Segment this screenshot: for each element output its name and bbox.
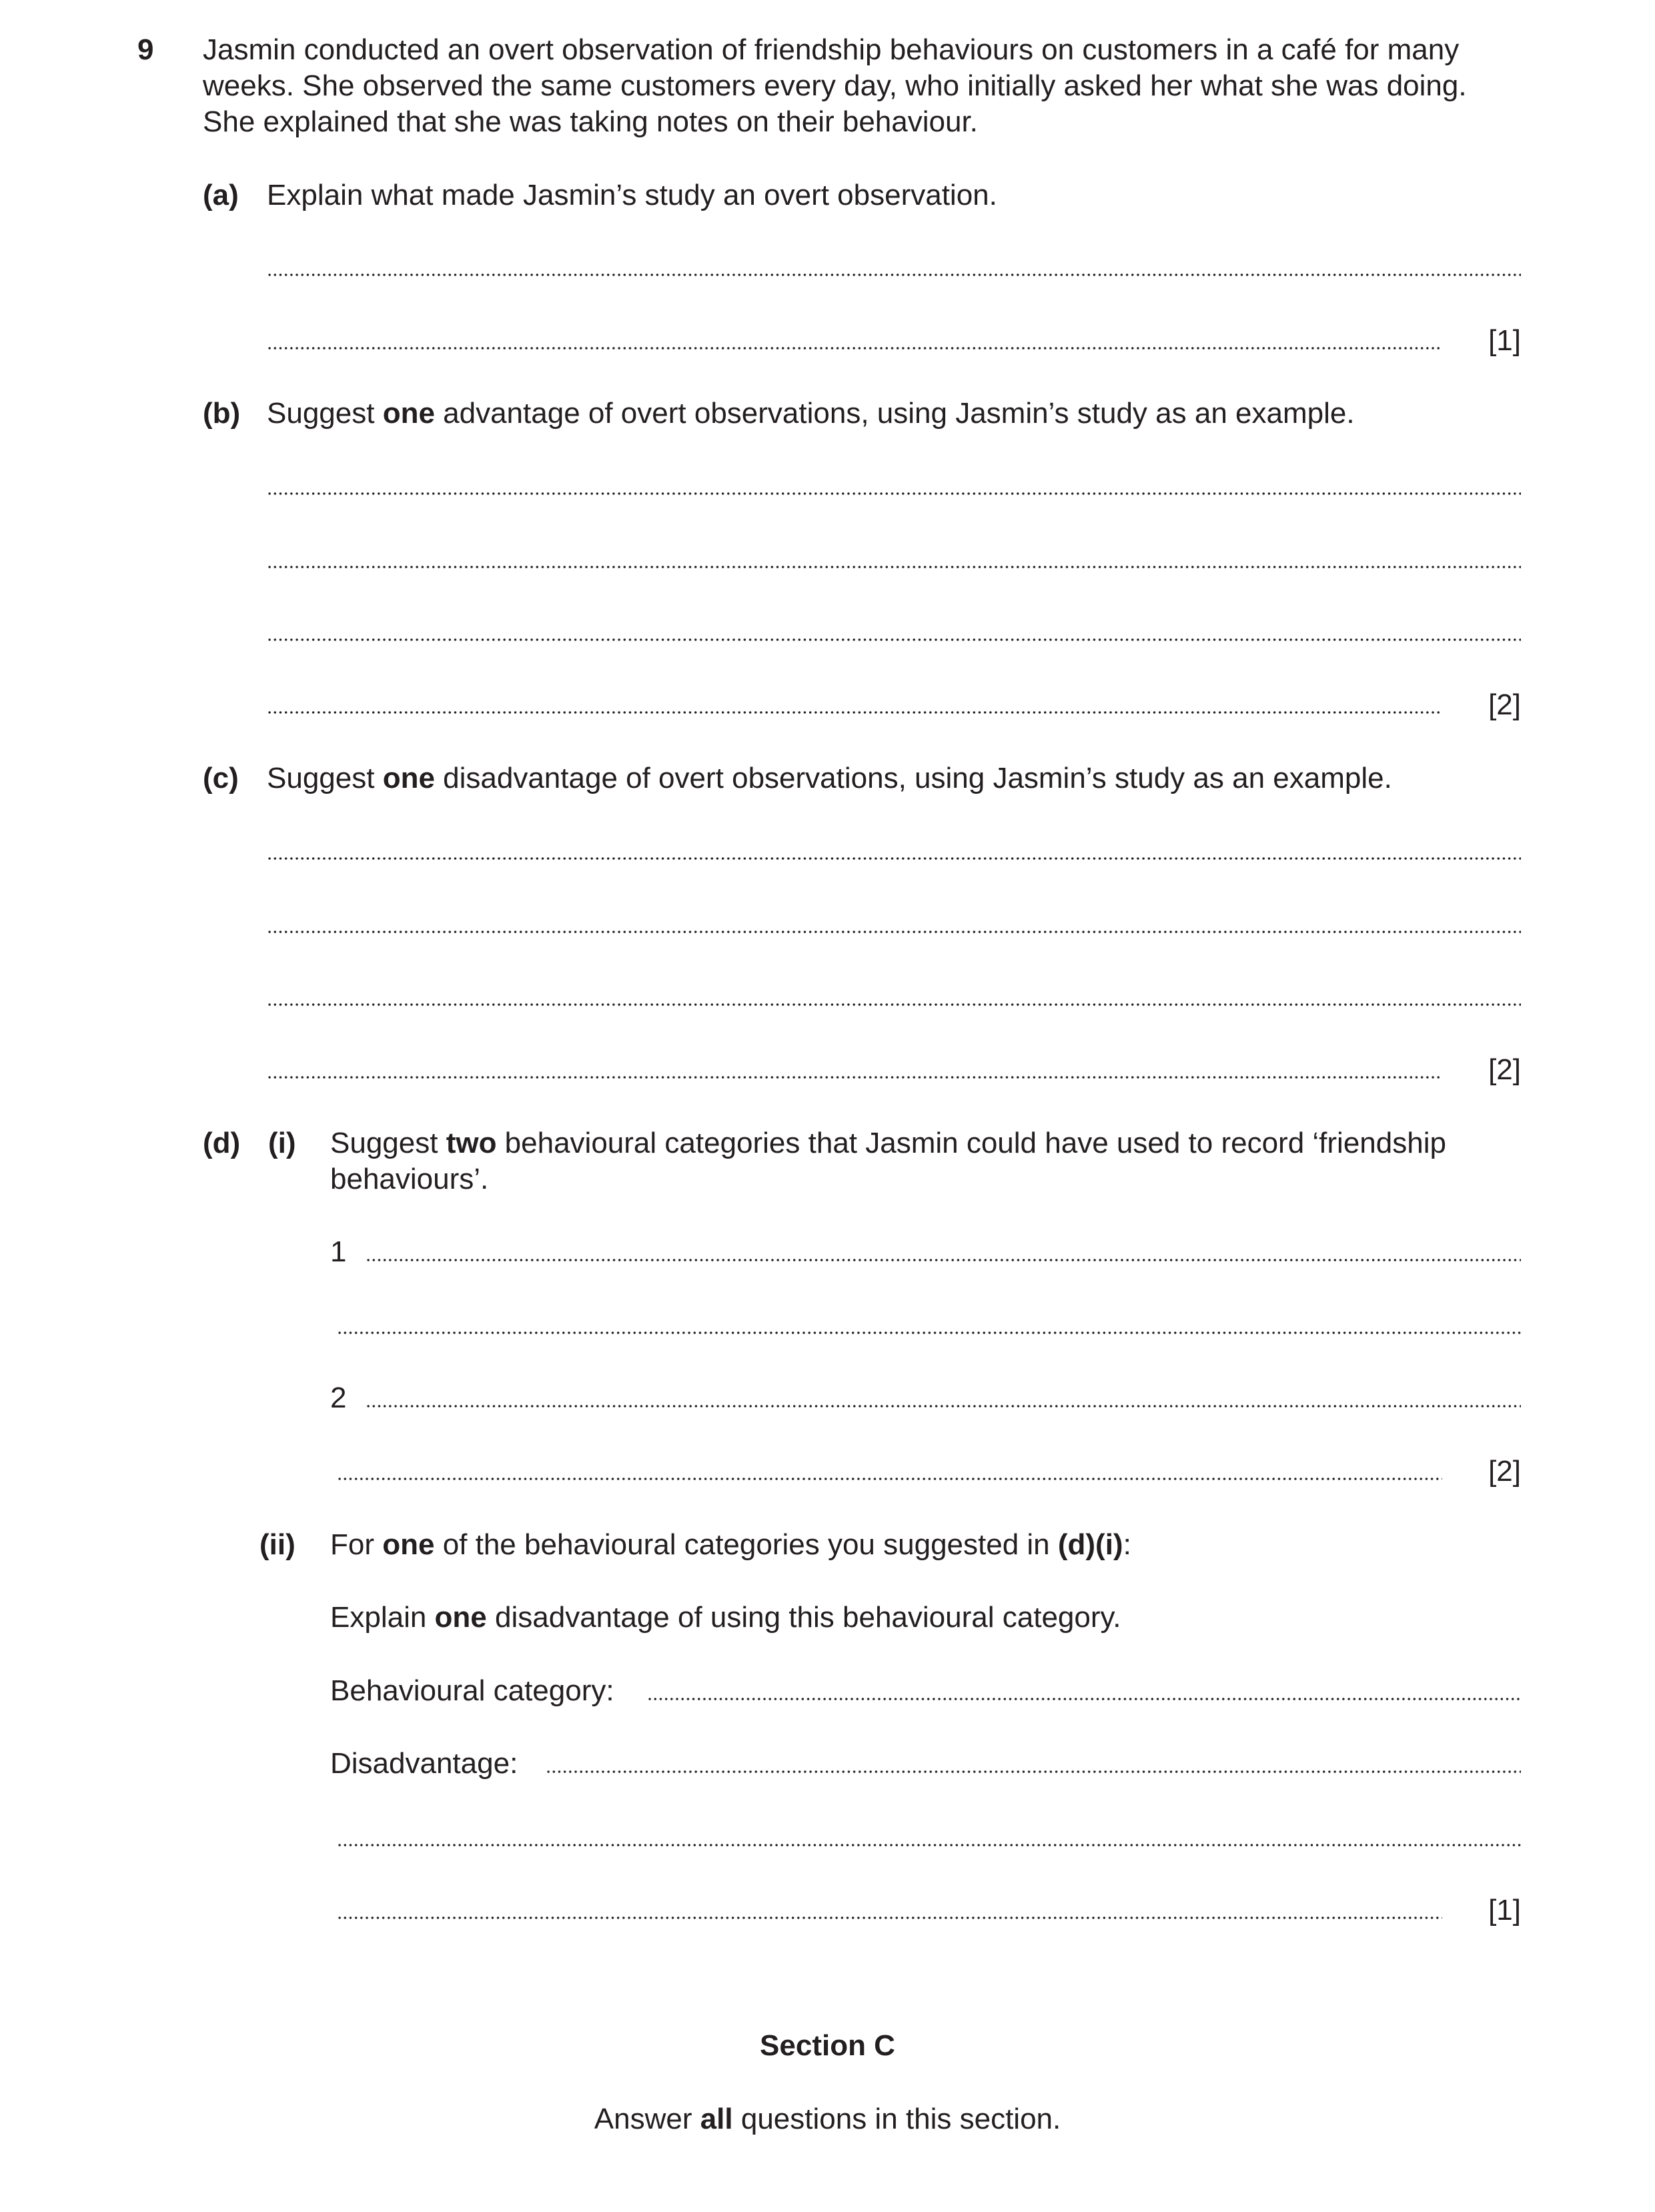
part-b-answer-line-4[interactable] bbox=[267, 711, 1442, 714]
section-instruction-start: Answer bbox=[594, 2103, 700, 2135]
part-c-answer-line-3[interactable] bbox=[267, 1003, 1521, 1006]
section-title: Section C bbox=[760, 2029, 895, 2062]
part-d-i-item-2-line-2[interactable] bbox=[337, 1478, 1442, 1480]
part-d-i-prompt-emphasis: two bbox=[446, 1127, 497, 1159]
disadvantage-answer-line-2[interactable] bbox=[337, 1844, 1521, 1846]
question-stem-line-2: weeks. She observed the same customers every day, who initially asked her what she was doing. bbox=[203, 69, 1467, 102]
part-b-prompt-end: advantage of overt observations, using Jasmin’s study as an example. bbox=[434, 397, 1355, 430]
part-d-i-prompt-line-1 bbox=[330, 1125, 1528, 1161]
part-d-ii-label: (ii) bbox=[259, 1528, 296, 1561]
part-d-ii-prompt-line-2 bbox=[330, 1600, 1121, 1636]
part-b-prompt-start: Suggest bbox=[267, 397, 383, 430]
behavioural-category-label: Behavioural category: bbox=[330, 1674, 614, 1707]
part-a-prompt: Explain what made Jasmin’s study an overt observation. bbox=[267, 179, 997, 211]
disadvantage-answer-line-1[interactable] bbox=[546, 1770, 1521, 1773]
disadvantage-answer-line-3[interactable] bbox=[337, 1916, 1442, 1919]
part-b-prompt-emphasis: one bbox=[382, 397, 435, 430]
part-a-label: (a) bbox=[203, 179, 239, 211]
section-instruction bbox=[0, 2101, 1655, 2137]
part-d-ii-prompt-emphasis: one bbox=[382, 1528, 435, 1561]
part-d-ii-prompt-reference: (d)(i) bbox=[1057, 1528, 1123, 1561]
question-number: 9 bbox=[137, 33, 154, 66]
part-d-i-mark: [2] bbox=[1488, 1455, 1521, 1488]
part-d-i-label: (i) bbox=[268, 1127, 296, 1159]
section-instruction-end: questions in this section. bbox=[732, 2103, 1061, 2135]
question-stem-line-1: Jasmin conducted an overt observation of friendship behaviours on customers in a café for many bbox=[203, 33, 1460, 66]
part-d-ii-prompt-start: For bbox=[330, 1528, 383, 1561]
disadvantage-label: Disadvantage: bbox=[330, 1747, 518, 1780]
part-a-mark: [1] bbox=[1488, 324, 1521, 357]
part-d-i-prompt-line-2: behaviours’. bbox=[330, 1163, 489, 1195]
part-d-ii-prompt-2-start: Explain bbox=[330, 1601, 435, 1634]
part-b-answer-line-3[interactable] bbox=[267, 638, 1521, 641]
part-c-answer-line-1[interactable] bbox=[267, 857, 1521, 860]
part-d-ii-mark: [1] bbox=[1488, 1894, 1521, 1926]
part-c-mark: [2] bbox=[1488, 1053, 1521, 1086]
part-c-answer-line-4[interactable] bbox=[267, 1076, 1442, 1079]
part-a-answer-line-2[interactable] bbox=[267, 347, 1442, 350]
behavioural-category-answer-line[interactable] bbox=[647, 1698, 1521, 1700]
part-c-prompt-end: disadvantage of overt observations, using Jasmin’s study as an example. bbox=[434, 762, 1392, 794]
part-d-i-item-2-line-1[interactable] bbox=[366, 1405, 1521, 1408]
part-d-ii-prompt-middle: of the behavioural categories you suggested in bbox=[434, 1528, 1058, 1561]
part-a-answer-line-1[interactable] bbox=[267, 273, 1521, 276]
part-d-ii-prompt-2-emphasis: one bbox=[434, 1601, 487, 1634]
part-c-answer-line-2[interactable] bbox=[267, 931, 1521, 933]
part-b-prompt bbox=[267, 396, 1355, 432]
part-d-i-prompt-end: behavioural categories that Jasmin could have used to record ‘friendship bbox=[496, 1127, 1446, 1159]
part-d-ii-prompt-end: : bbox=[1123, 1528, 1131, 1561]
part-d-i-item-2-number: 2 bbox=[330, 1381, 347, 1414]
part-c-prompt bbox=[267, 760, 1392, 796]
part-d-ii-prompt-2-end: disadvantage of using this behavioural category. bbox=[486, 1601, 1121, 1634]
part-b-mark: [2] bbox=[1488, 688, 1521, 721]
part-d-i-item-1-line-2[interactable] bbox=[337, 1331, 1521, 1334]
part-c-label: (c) bbox=[203, 762, 239, 794]
part-c-prompt-emphasis: one bbox=[382, 762, 435, 794]
part-b-answer-line-1[interactable] bbox=[267, 492, 1521, 495]
question-stem-line-3: She explained that she was taking notes on their behaviour. bbox=[203, 105, 978, 138]
section-instruction-emphasis: all bbox=[700, 2103, 733, 2135]
part-d-ii-prompt-line-1 bbox=[330, 1527, 1131, 1563]
part-c-prompt-start: Suggest bbox=[267, 762, 383, 794]
part-b-answer-line-2[interactable] bbox=[267, 566, 1521, 568]
part-d-label: (d) bbox=[203, 1127, 241, 1159]
part-d-i-prompt-start: Suggest bbox=[330, 1127, 446, 1159]
part-d-i-item-1-line-1[interactable] bbox=[366, 1259, 1521, 1261]
part-b-label: (b) bbox=[203, 397, 241, 430]
part-d-i-item-1-number: 1 bbox=[330, 1235, 347, 1268]
